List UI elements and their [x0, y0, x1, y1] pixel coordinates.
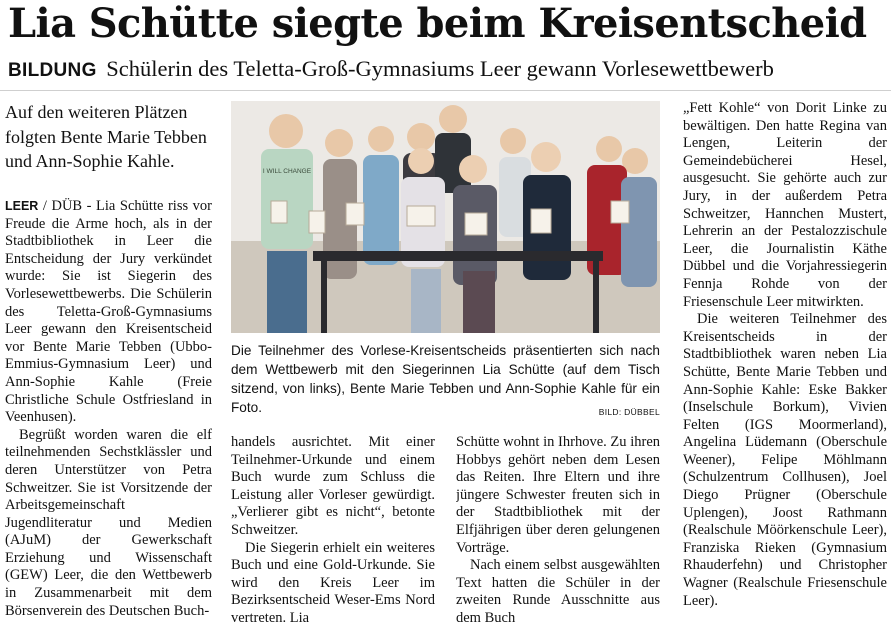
- article-column-1: [5, 198, 212, 630]
- group-photo-illustration: [231, 101, 660, 333]
- headline: Lia Schütte siegte beim Kreisentscheid: [8, 0, 867, 47]
- photo-credit: BILD: DÜBBEL: [598, 407, 660, 417]
- header-rule: [0, 90, 891, 91]
- article-paragraph: „Fett Kohle“ von Dorit Linke zu bewältigen. Den hatte Regina van Lengen, Leiterin der Gemeindebücherei Hesel, ausgesucht. Sie gehörte auch zur Jury, in der außerdem Petra Schweitzer, Hannchen Mustert, Lehrerin an der Pestalozzischule Leer, die Journalistin Käthe Dübbel und die Vorjahressiegerin Fennja Rohde von der Friesenschule Leer mitwirkten.: [683, 100, 887, 310]
- section-kicker: BILDUNG: [8, 60, 97, 81]
- dateline: LEER: [5, 199, 39, 213]
- article-paragraph: Begrüßt worden waren die elf teilnehmenden Sechstklässler und deren Unterstützer von Petra Schweitzer. Sie ist Vorsitzende der Arbeitsgemeinschaft Jugendliteratur und Medien (AJuM) der Gewerkschaft Erziehung und Wissenschaft (GEW) Leer, die den Wettbewerb in Zusammenarbeit mit dem Börsenverein des Deutschen Buch-: [5, 426, 212, 619]
- article-column-4: [683, 100, 887, 630]
- article-paragraph: Die Siegerin erhielt ein weiteres Buch und eine Gold-Urkunde. Sie wird den Kreis Leer im Bezirksentscheid Weser-Ems Nord vertreten. Lia: [231, 539, 435, 626]
- photo-caption: Die Teilnehmer des Vorlese-Kreisentscheids präsentierten sich nach dem Wettbewerb mit den Siegerinnen Lia Schütte (auf dem Tisch sitzend, von links), Bente Marie Tebben und Ann-Sophie Kahle für ein Foto. BILD: DÜBBEL: [231, 341, 660, 422]
- article-paragraph: Schütte wohnt in Ihrhove. Zu ihren Hobbys gehört neben dem Lesen das Reiten. Ihre Eltern und ihre jüngere Schwester freuten sich in der Stadtbibliothek mit der Elfjährigen über deren gelungenen Vorträge.: [456, 434, 660, 556]
- article-paragraph: LEER / DÜB - Lia Schütte riss vor Freude die Arme hoch, als in der Stadtbibliothek in Leer die Entscheidung der Jury verkündet wurde: Sie ist Siegerin des Vorlesewettbewerbs. Die Schülerin des Teletta-Groß-Gymnasiums Leer gewann den Kreisentscheid vor Bente Marie Tebben (Ubbo-Emmius-Gymnasium Leer) und Ann-Sophie Kahle (Freie Christliche Schule Ostfriesland in Veenhusen).: [5, 198, 212, 426]
- article-column-2: [231, 434, 435, 630]
- news-photo: [231, 101, 660, 333]
- article-paragraph: Nach einem selbst ausgewählten Text hatten die Schüler in der zweiten Runde Ausschnitte aus dem Buch: [456, 557, 660, 626]
- shirt-print-text: I WILL CHANGE: [262, 168, 312, 175]
- article-column-3: [456, 434, 660, 630]
- article-paragraph: handels ausrichtet. Mit einer Teilnehmer-Urkunde und einem Buch wurde zum Schluss die Leistung aller Vorleser gewürdigt. „Verlierer gibt es nicht“, betonte Schweitzer.: [231, 434, 435, 538]
- article-paragraph: Die weiteren Teilnehmer des Kreisentscheids in der Stadtbibliothek waren neben Lia Schütte, Bente Marie Tebben und Ann-Sophie Kahle: Eske Bakker (Inselschule Borkum), Vivien Felten (IGS Moormerland), Angelina Lüdemann (Oberschule Weener), Felipe Möhlmann (Schulzentrum Collhusen), Joel Diego Prügner (Oberschule Uplengen), Joost Rathmann (Realschule Möörkenschule Leer), Franziska Rieken (Gymnasium Rhauderfehn) und Christopher Wagner (Realschule Friesenschule Leer).: [683, 311, 887, 609]
- subheadline-text: Schülerin des Teletta-Groß-Gymnasiums Leer gewann Vorlesewettbewerb: [106, 56, 774, 81]
- lead-paragraph: Auf den weiteren Plätzen folgten Bente Marie Tebben und Ann-Sophie Kahle.: [5, 102, 207, 171]
- subheadline: [8, 54, 888, 86]
